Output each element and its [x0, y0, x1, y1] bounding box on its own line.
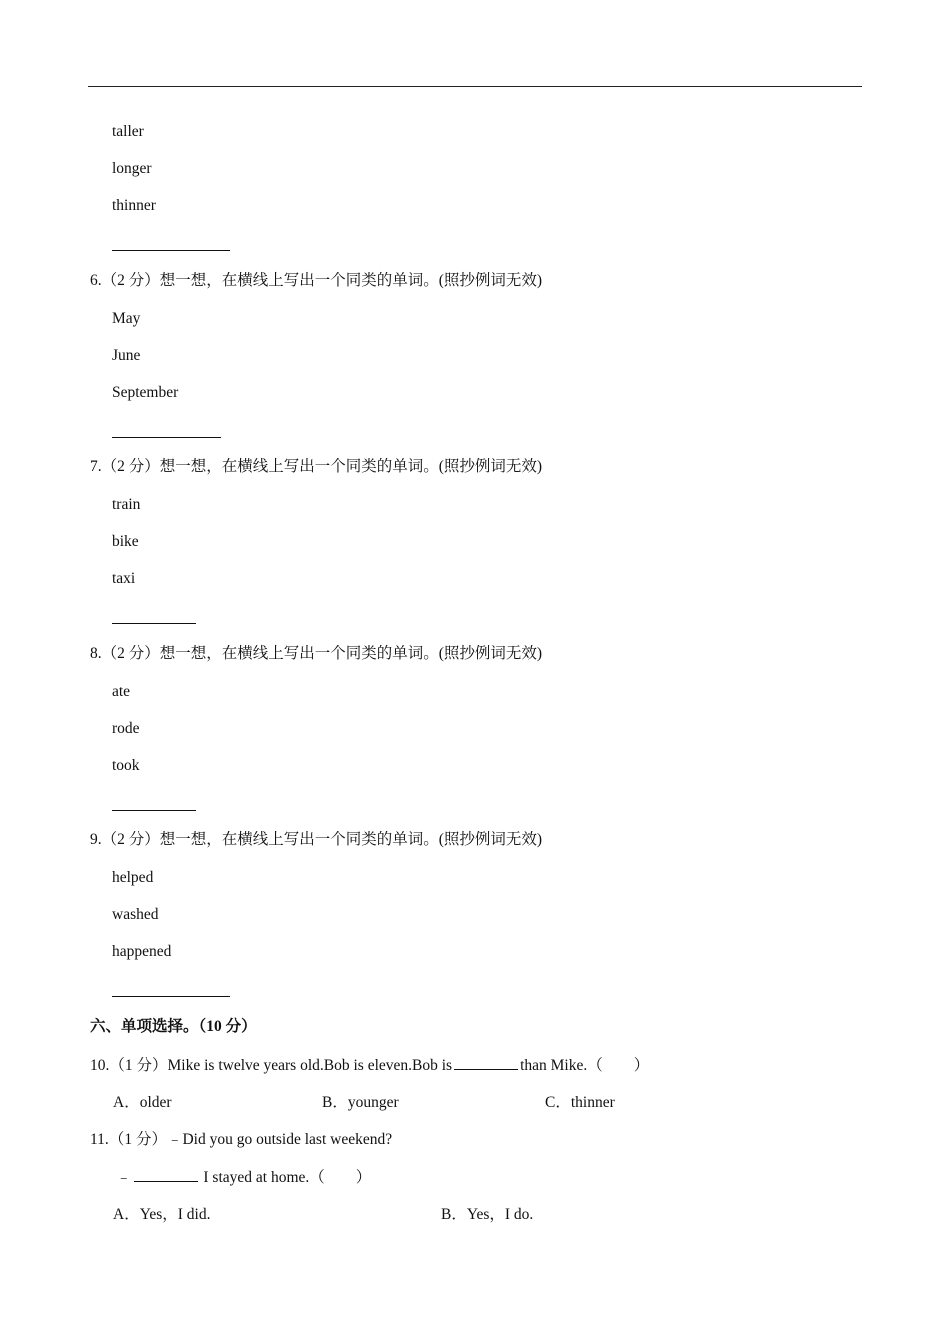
dash-prefix: ﹣: [116, 1169, 132, 1186]
question-prompt: （2 分）想一想，在横线上写出一个同类的单词。(照抄例词无效): [101, 831, 543, 848]
question-score: （1 分）: [109, 1057, 168, 1074]
question-number: 10.: [90, 1057, 110, 1074]
example-word: train: [112, 496, 141, 513]
option-b[interactable]: B．Yes，I do.: [441, 1206, 534, 1223]
answer-blank[interactable]: [112, 623, 196, 624]
question-number: 8.: [90, 645, 102, 662]
example-word: rode: [112, 720, 140, 737]
answer-line: [116, 1167, 371, 1188]
example-word: washed: [112, 906, 159, 923]
example-word: helped: [112, 869, 154, 886]
option-c[interactable]: C．thinner: [545, 1094, 615, 1111]
answer-blank[interactable]: [112, 250, 230, 251]
header-rule: [88, 86, 862, 87]
option-b[interactable]: B．younger: [322, 1094, 399, 1111]
question-number: 7.: [90, 458, 102, 475]
example-word: longer: [112, 160, 152, 177]
question-prompt: （2 分）想一想，在横线上写出一个同类的单词。(照抄例词无效): [101, 645, 543, 662]
answer-blank[interactable]: [112, 437, 221, 438]
section-title: 六、单项选择。（10 分）: [90, 1018, 257, 1035]
question-number: 11.: [90, 1131, 109, 1148]
question-stem-end: than Mike.（ ）: [520, 1057, 650, 1074]
question-9: [90, 830, 542, 850]
question-7: [90, 457, 542, 477]
option-a[interactable]: A．Yes，I did.: [113, 1206, 211, 1223]
question-stem: ﹣Did you go outside last weekend?: [166, 1131, 393, 1148]
answer-blank[interactable]: [134, 1167, 198, 1182]
answer-blank[interactable]: [112, 810, 196, 811]
question-number: 9.: [90, 831, 102, 848]
question-11: [90, 1130, 392, 1150]
answer-blank[interactable]: [454, 1055, 518, 1070]
example-word: taller: [112, 123, 144, 140]
example-word: ate: [112, 683, 131, 700]
example-word: bike: [112, 533, 139, 550]
example-word: September: [112, 384, 179, 401]
question-prompt: （2 分）想一想，在横线上写出一个同类的单词。(照抄例词无效): [101, 458, 543, 475]
question-prompt: （2 分）想一想，在横线上写出一个同类的单词。(照抄例词无效): [101, 272, 543, 289]
question-6: [90, 271, 542, 291]
example-word: took: [112, 757, 140, 774]
question-stem: Mike is twelve years old.Bob is eleven.Bob is: [167, 1057, 453, 1074]
question-8: [90, 644, 542, 664]
answer-blank[interactable]: [112, 996, 230, 997]
question-score: （1 分）: [108, 1131, 167, 1148]
example-word: thinner: [112, 197, 156, 214]
example-word: taxi: [112, 570, 136, 587]
question-10: [90, 1055, 649, 1076]
question-stem-end: I stayed at home.（ ）: [203, 1169, 372, 1186]
question-number: 6.: [90, 272, 102, 289]
option-a[interactable]: A．older: [113, 1094, 172, 1111]
example-word: June: [112, 347, 141, 364]
example-word: happened: [112, 943, 172, 960]
example-word: May: [112, 310, 141, 327]
